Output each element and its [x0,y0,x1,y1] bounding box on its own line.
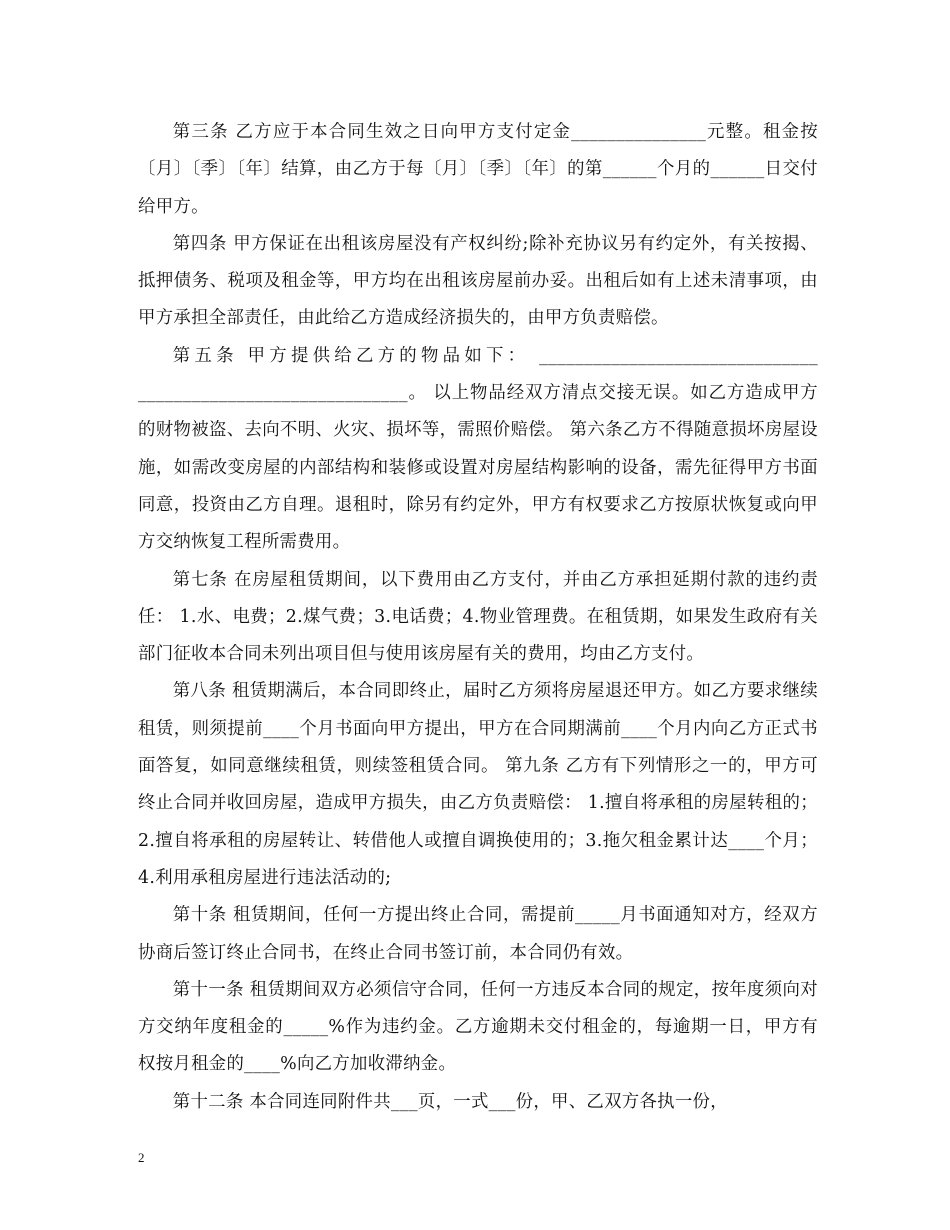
clause-11-paragraph: 第十一条 租赁期间双方必须信守合同，任何一方违反本合同的规定，按年度须向对方交纳年度租金的_____%作为违约金。乙方逾期未交付租金的，每逾期一日，甲方有权按月租金的____%向乙方加收滞纳金。 [138,979,818,1075]
clause-7-paragraph: 第七条 在房屋租赁期间，以下费用由乙方支付，并由乙方承担延期付款的违约责任： 1.水、电费；2.煤气费；3.电话费；4.物业管理费。在租赁期，如果发生政府有关部门征收本合同未列出项目但与使用该房屋有关的费用，均由乙方支付。 [138,569,818,665]
page-number: 2 [138,1150,145,1165]
clause-10-paragraph: 第十条 租赁期间，任何一方提出终止合同，需提前_____月书面通知对方，经双方协商后签订终止合同书，在终止合同书签订前，本合同仍有效。 [138,905,818,963]
clause-8-9-paragraph: 第八条 租赁期满后，本合同即终止，届时乙方须将房屋退还甲方。如乙方要求继续租赁，则须提前____个月书面向甲方提出，甲方在合同期满前____个月内向乙方正式书面答复，如同意继续租赁，则续签租赁合同。 第九条 乙方有下列情形之一的，甲方可终止合同并收回房屋，造成甲方损失，由乙方负责赔偿： 1.擅自将承租的房屋转租的；2.擅自将承租的房屋转让、转借他人或擅自调换使用的；3.拖欠租金累计达____个月；4.利用承租房屋进行违法活动的; [138,681,818,888]
clause-3-paragraph: 第三条 乙方应于本合同生效之日向甲方支付定金_______________元整。租金按〔月〕〔季〕〔年〕结算，由乙方于每〔月〕〔季〕〔年〕的第______个月的______日交付给甲方。 [138,122,818,217]
clause-12-paragraph: 第十二条 本合同连同附件共___页，一式___份，甲、乙双方各执一份， [172,1091,728,1112]
clause-4-paragraph: 第四条 甲方保证在出租该房屋没有产权纠纷;除补充协议另有约定外，有关按揭、抵押债务、税项及租金等，甲方均在出租该房屋前办妥。出租后如有上述未清事项，由甲方承担全部责任，由此给乙方造成经济损失的，由甲方负责赔偿。 [138,233,818,329]
clause-5-6-paragraph: 第五条 甲方提供给乙方的物品如下： _______________________________ ______________________________。 以上物品经双方清点交接无误。如乙方造成甲方的财物被盗、去向不明、火灾、损坏等，需照价赔偿。 第六条乙方不得随意损坏房屋设施，如需改变房屋的内部结构和装修或设置对房屋结构影响的设备，需先征得甲方书面同意，投资由乙方自理。退租时，除另有约定外，甲方有权要求乙方按原状恢复或向甲方交纳恢复工程所需费用。 [138,345,818,553]
document-body [138,114,818,1121]
